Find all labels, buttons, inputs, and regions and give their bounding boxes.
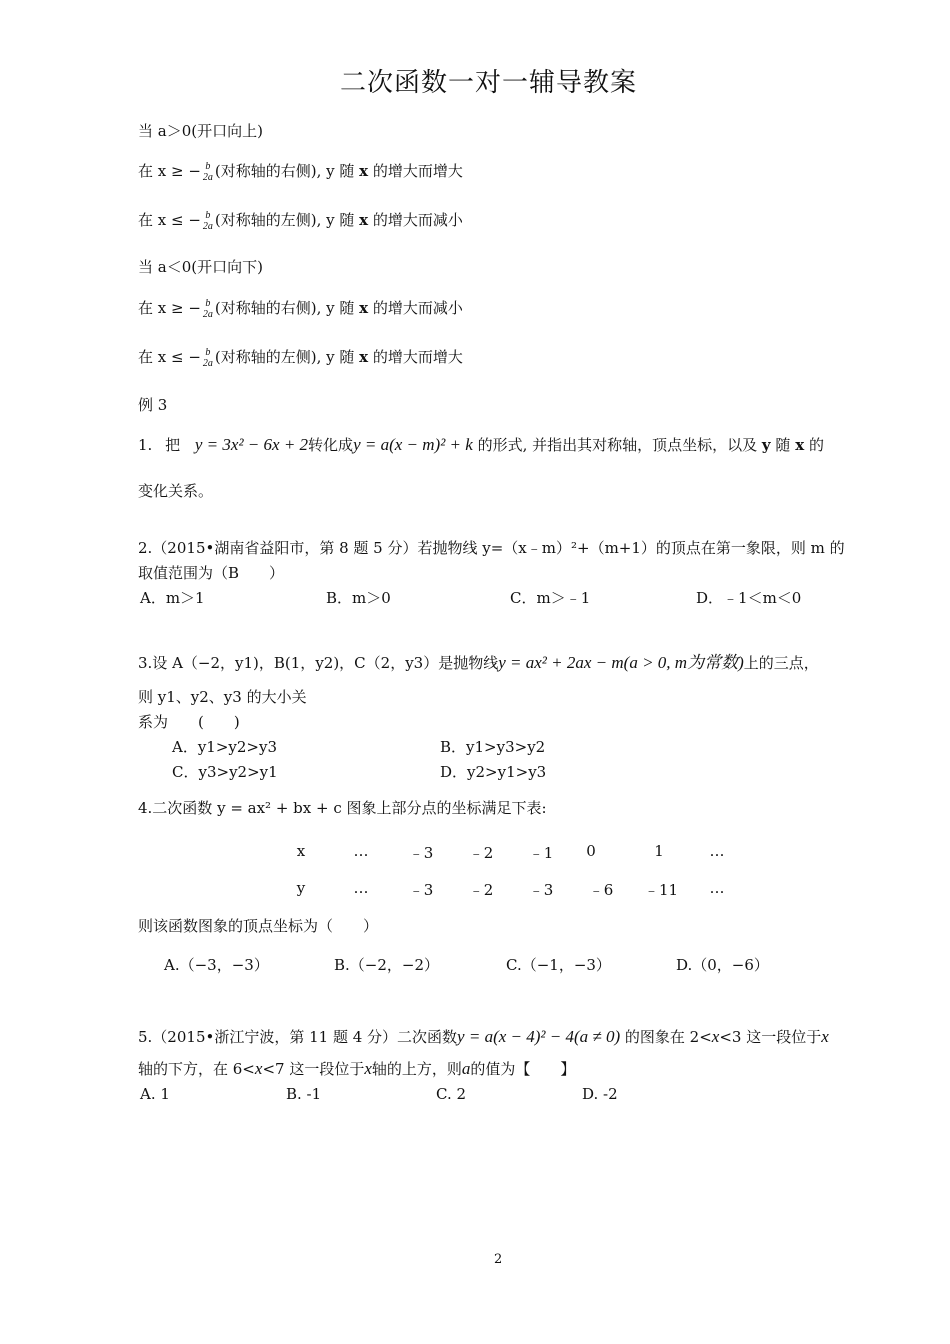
question-text: 的 bbox=[808, 436, 824, 454]
question-3-line-3: 系为 ( ) bbox=[138, 713, 240, 731]
property-text: (对称轴的左侧), y 随 bbox=[214, 211, 360, 229]
variable-x: x bbox=[364, 1059, 372, 1078]
property-prefix: 在 x ≤ − bbox=[138, 348, 201, 366]
option-b: B．y1>y3>y2 bbox=[440, 738, 546, 756]
question-text: <3 这一段位于 bbox=[719, 1028, 822, 1046]
option-a: A．m＞1 bbox=[140, 589, 205, 607]
equation: y = a(x − 4)² − 4(a ≠ 0) bbox=[457, 1027, 621, 1046]
question-2-line-1: 2.（2015•湖南省益阳市，第 8 题 5 分）若抛物线 y=（x﹣m）²+（m+1）的顶点在第一象限，则 m 的 bbox=[138, 539, 845, 557]
question-1 bbox=[138, 434, 824, 455]
table-cell: … bbox=[709, 879, 725, 897]
table-cell: ﹣11 bbox=[643, 881, 679, 899]
property-prefix: 在 x ≥ − bbox=[138, 299, 201, 317]
option-c: C．m＞﹣1 bbox=[510, 589, 591, 607]
property-text: 的增大而增大 bbox=[368, 162, 463, 180]
question-text: 随 bbox=[775, 436, 791, 454]
variable-x: x bbox=[359, 162, 369, 180]
option-b: B．m＞0 bbox=[326, 589, 391, 607]
variable-y: y bbox=[761, 436, 771, 454]
table-cell: ﹣3 bbox=[528, 881, 554, 899]
equation: y = 3x² − 6x + 2 bbox=[194, 435, 309, 454]
property-prefix: 在 x ≥ − bbox=[138, 162, 201, 180]
option-b: B.（−2，−2） bbox=[334, 956, 440, 974]
equation: y = a(x − m)² + k bbox=[353, 435, 473, 454]
variable-x: x bbox=[359, 348, 369, 366]
table-cell: … bbox=[353, 879, 369, 897]
variable-x: x bbox=[711, 1027, 720, 1046]
option-d: D. -2 bbox=[582, 1085, 618, 1103]
table-cell: ﹣6 bbox=[588, 881, 614, 899]
variable-x: x bbox=[254, 1059, 263, 1078]
property-line-1 bbox=[138, 160, 463, 183]
option-a: A．y1>y2>y3 bbox=[172, 738, 278, 756]
question-3-line-1 bbox=[138, 648, 819, 673]
page-title: 二次函数一对一辅导教案 bbox=[340, 68, 638, 98]
fraction: b 2a bbox=[202, 210, 213, 232]
equation: y = ax² + 2ax − m(a > 0, m为常数) bbox=[498, 653, 744, 672]
question-5-line-1 bbox=[138, 1026, 829, 1047]
property-line-4 bbox=[138, 346, 463, 369]
question-text: 轴的上方，则 bbox=[371, 1060, 462, 1078]
variable-x: x bbox=[821, 1027, 829, 1046]
question-4-line-1: 4.二次函数 y = ax² + bx + c 图象上部分点的坐标满足下表: bbox=[138, 799, 547, 817]
table-cell: x bbox=[296, 842, 306, 860]
question-text: 上的三点， bbox=[743, 654, 819, 672]
table-cell: y bbox=[296, 879, 306, 897]
property-prefix: 在 x ≤ − bbox=[138, 211, 201, 229]
table-cell: ﹣3 bbox=[408, 881, 434, 899]
question-text: 的形式, 并指出其对称轴，顶点坐标，以及 bbox=[477, 436, 758, 454]
option-b: B. -1 bbox=[286, 1085, 322, 1103]
table-cell: 1 bbox=[654, 842, 664, 860]
table-cell: ﹣3 bbox=[408, 844, 434, 862]
property-line-3 bbox=[138, 297, 463, 320]
page-number: 2 bbox=[494, 1252, 503, 1267]
variable-x: x bbox=[359, 299, 369, 317]
question-number: 1. bbox=[138, 436, 153, 454]
case-negative: 当 a＜0(开口向下) bbox=[138, 258, 263, 276]
option-c: C. 2 bbox=[436, 1085, 467, 1103]
table-cell: … bbox=[709, 842, 725, 860]
option-d: D．﹣1＜m＜0 bbox=[696, 589, 802, 607]
option-c: C.（−1，−3） bbox=[506, 956, 611, 974]
table-cell: 0 bbox=[586, 842, 596, 860]
option-c: C．y3>y2>y1 bbox=[172, 763, 278, 781]
table-cell: … bbox=[353, 842, 369, 860]
table-cell: ﹣2 bbox=[468, 844, 494, 862]
option-a: A. 1 bbox=[140, 1085, 170, 1103]
question-text: 把 bbox=[165, 436, 181, 454]
question-4-prompt: 则该函数图象的顶点坐标为（ ） bbox=[138, 917, 379, 935]
option-a: A.（−3，−3） bbox=[164, 956, 269, 974]
property-text: (对称轴的左侧), y 随 bbox=[214, 348, 360, 366]
property-text: 的增大而减小 bbox=[368, 211, 463, 229]
question-text: 转化成 bbox=[308, 436, 354, 454]
property-text: (对称轴的右侧), y 随 bbox=[214, 162, 360, 180]
question-text: 5.（2015•浙江宁波，第 11 题 4 分）二次函数 bbox=[138, 1028, 458, 1046]
fraction: b 2a bbox=[202, 298, 213, 320]
example-label: 例 3 bbox=[138, 396, 168, 414]
property-line-2 bbox=[138, 209, 463, 232]
option-d: D．y2>y1>y3 bbox=[440, 763, 547, 781]
option-d: D.（0，−6） bbox=[676, 956, 769, 974]
property-text: (对称轴的右侧), y 随 bbox=[214, 299, 360, 317]
property-text: 的增大而增大 bbox=[368, 348, 463, 366]
question-text: 的图象在 2< bbox=[624, 1028, 712, 1046]
question-text: 轴的下方，在 6< bbox=[138, 1060, 255, 1078]
fraction: b 2a bbox=[202, 161, 213, 183]
question-text: 的值为【 】 bbox=[470, 1060, 576, 1078]
case-positive: 当 a＞0(开口向上) bbox=[138, 122, 263, 140]
fraction: b 2a bbox=[202, 347, 213, 369]
table-cell: ﹣2 bbox=[468, 881, 494, 899]
variable-x: x bbox=[359, 211, 369, 229]
question-text: 3.设 A（−2，y1)，B(1，y2)，C（2，y3）是抛物线 bbox=[138, 654, 499, 672]
property-text: 的增大而减小 bbox=[368, 299, 463, 317]
question-2-line-2: 取值范围为（B ） bbox=[138, 564, 285, 582]
question-3-line-2: 则 y1、y2、y3 的大小关 bbox=[138, 688, 307, 706]
variable-a: a bbox=[461, 1059, 471, 1078]
table-cell: ﹣1 bbox=[528, 844, 554, 862]
question-text: <7 这一段位于 bbox=[262, 1060, 365, 1078]
variable-x: x bbox=[795, 436, 805, 454]
question-1-continuation: 变化关系。 bbox=[138, 482, 214, 500]
question-5-line-2 bbox=[138, 1058, 575, 1079]
